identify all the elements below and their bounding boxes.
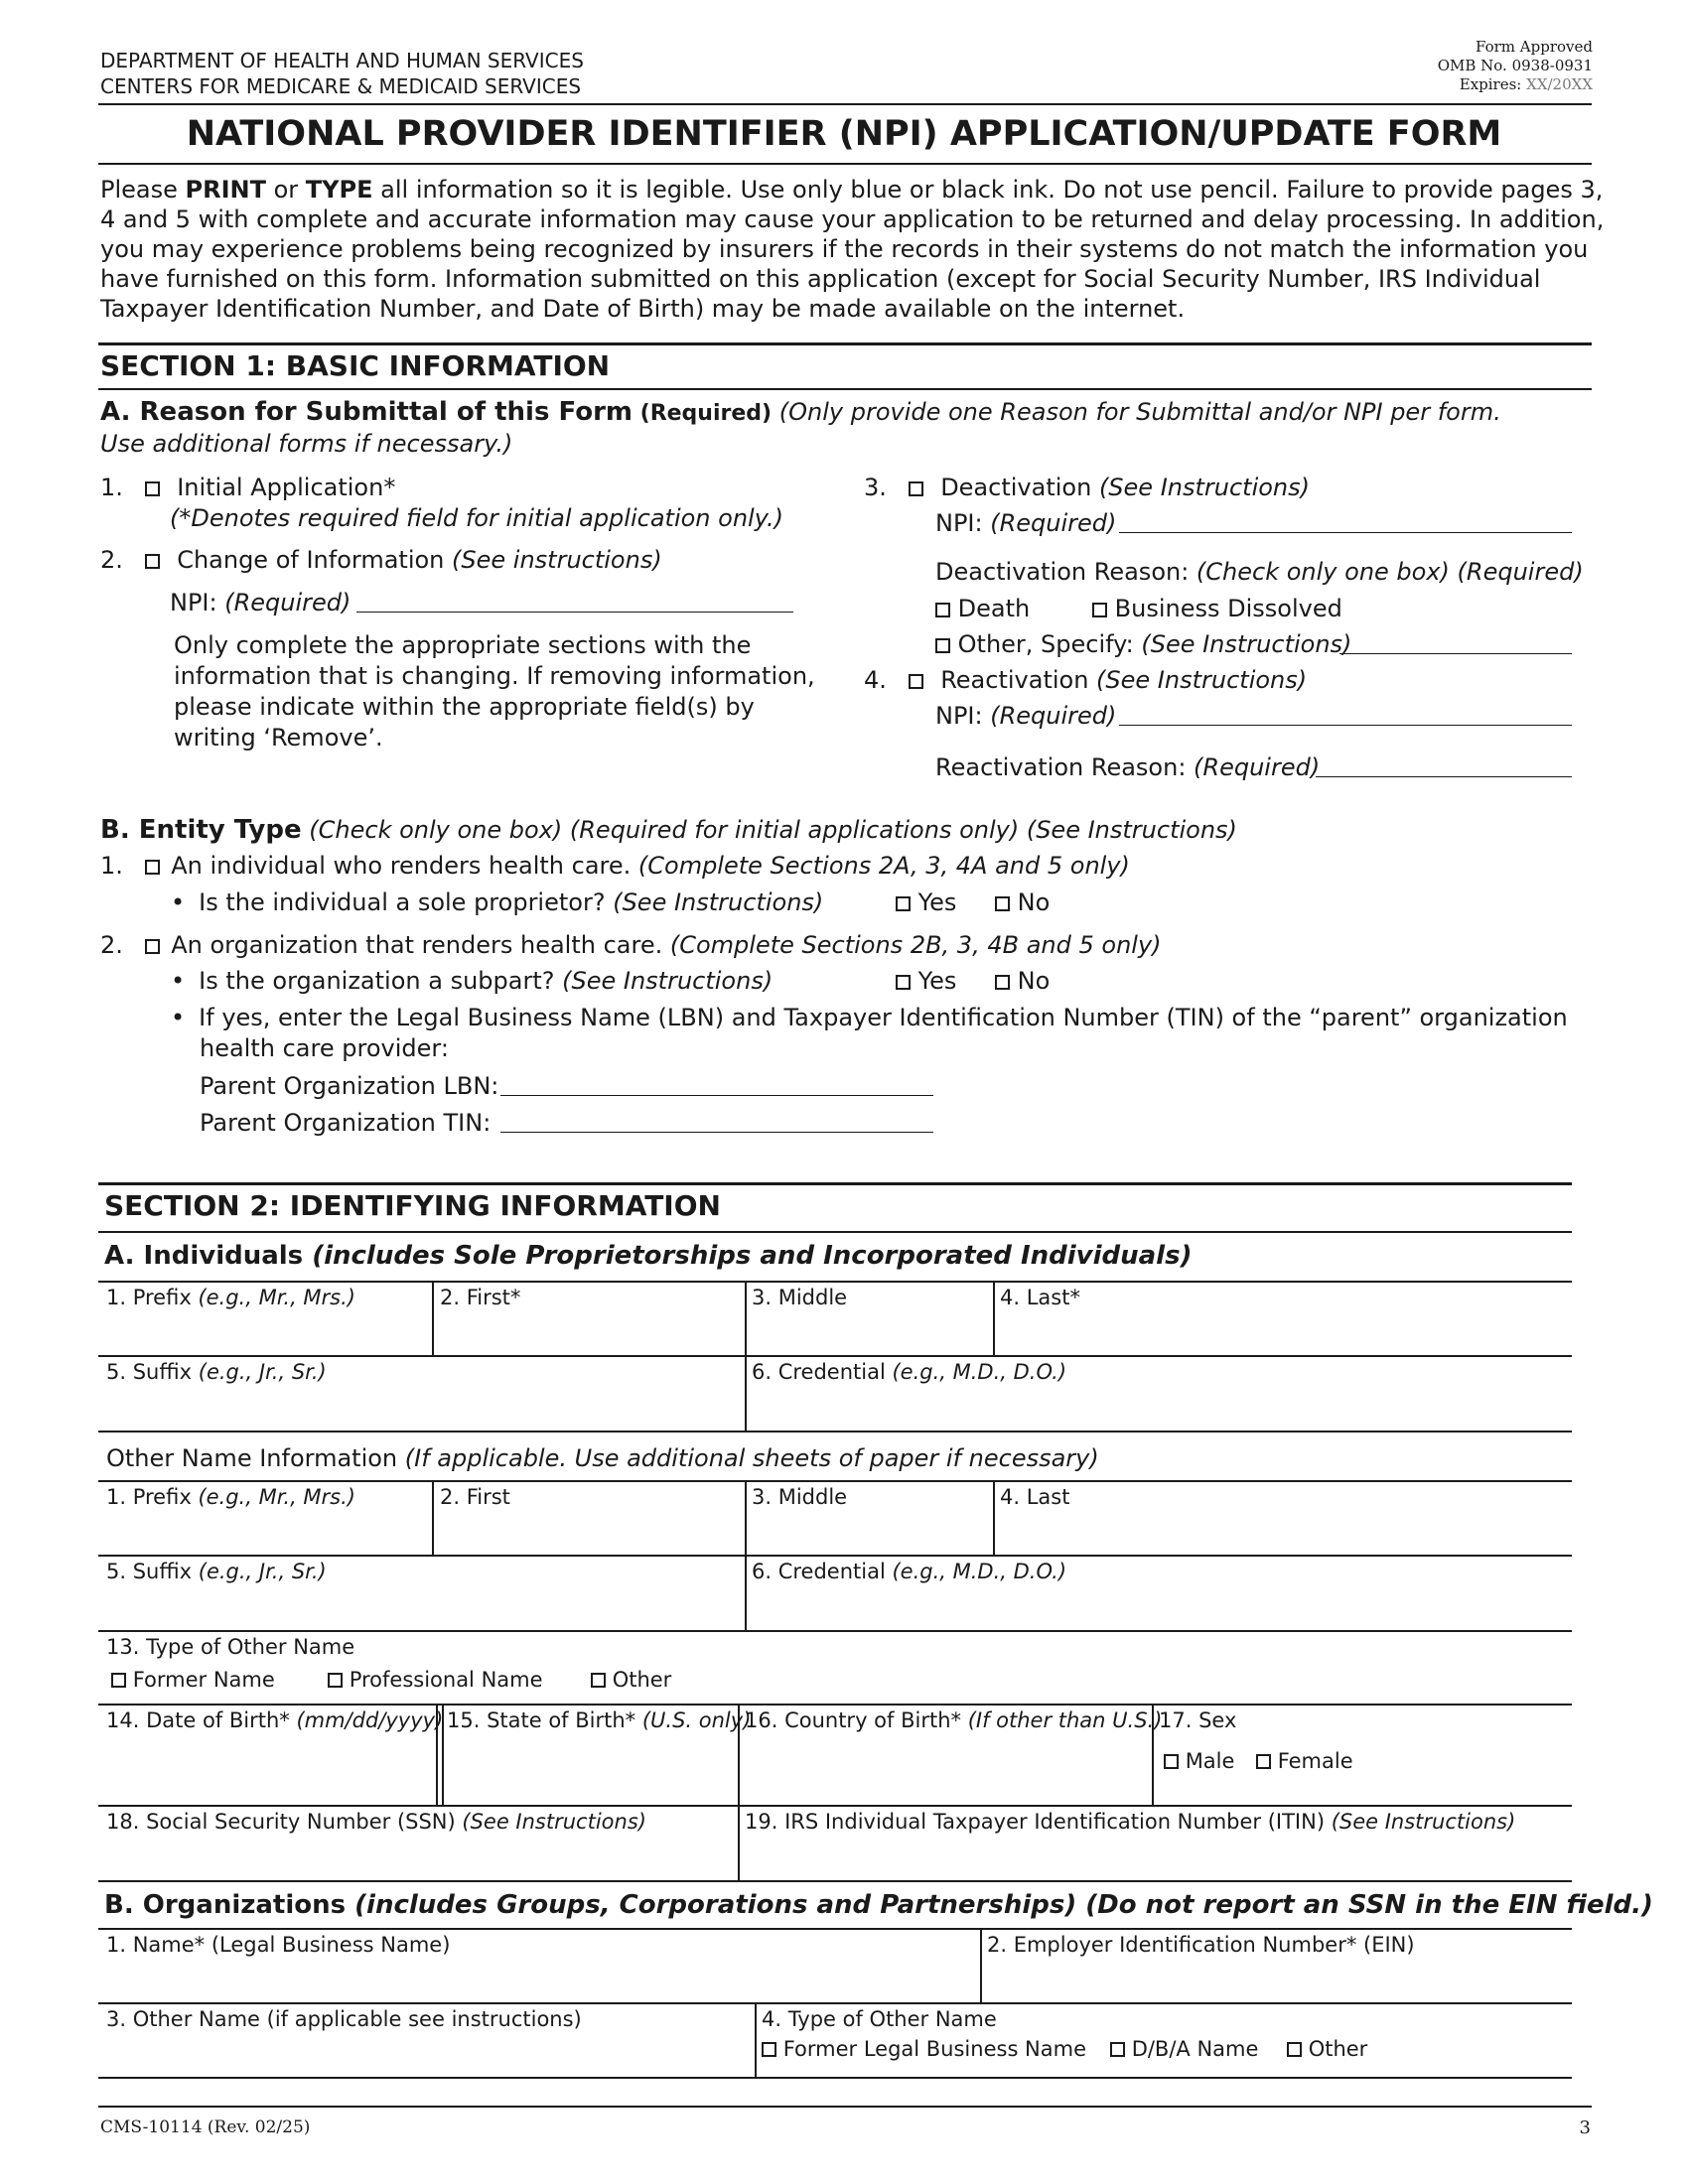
indiv-row1-bottom (98, 1355, 1572, 1357)
dob-field[interactable]: 14. Date of Birth* (mm/dd/yyyy) (106, 1708, 444, 1732)
sole-proprietor-no: No (995, 887, 1050, 917)
change-npi-input[interactable] (356, 612, 793, 613)
indiv-last-field[interactable]: 4. Last* (1000, 1286, 1080, 1309)
subpart-question: • Is the organization a subpart? (See Instructions) (171, 967, 774, 995)
former-name-checkbox[interactable] (111, 1673, 126, 1688)
org-row1-bottom (98, 2002, 1572, 2004)
org-row2-div (755, 2002, 757, 2077)
reactivation-npi-input[interactable] (1119, 725, 1572, 726)
indiv-suffix-field[interactable]: 5. Suffix (e.g., Jr., Sr.) (106, 1360, 327, 1384)
deactivation-dissolved-option: Business Dissolved (1092, 594, 1342, 623)
other-credential-field[interactable]: 6. Credential (e.g., M.D., D.O.) (752, 1560, 1067, 1583)
other-row1-div2 (745, 1480, 747, 1555)
header-rule (98, 103, 1592, 105)
reactivation-reason-label: Reactivation Reason: (Required) (935, 753, 1321, 781)
dba-checkbox[interactable] (1110, 2042, 1125, 2057)
other-row1-top (98, 1480, 1572, 1482)
org-row2-bottom (98, 2077, 1572, 2079)
sole-proprietor-yes: Yes (896, 887, 956, 917)
other-row2-bottom (98, 1630, 1572, 1632)
indiv-row1-div3 (993, 1281, 995, 1355)
reason-change-row: 2. Change of Information (See instructions) (100, 546, 662, 574)
other-middle-field[interactable]: 3. Middle (752, 1485, 848, 1509)
reason-reactivation-row: 4. Reactivation (See Instructions) (864, 666, 1308, 694)
birth-row-top (98, 1704, 1572, 1706)
initial-application-note: (*Denotes required field for initial application only.) (170, 504, 784, 532)
sole-proprietor-yes-checkbox[interactable] (896, 896, 911, 911)
reason-note: Use additional forms if necessary.) (100, 430, 513, 458)
sole-proprietor-question: • Is the individual a sole proprietor? (See Instructions) (171, 888, 824, 916)
initial-application-checkbox[interactable] (145, 481, 160, 496)
reactivation-reason-input[interactable] (1316, 776, 1572, 777)
entity-type-heading: B. Entity Type (Check only one box) (Required for initial applications only) (See Instructions) (100, 815, 1237, 845)
title-rule (98, 163, 1592, 165)
ssn-div (738, 1805, 740, 1880)
deactivation-other-checkbox[interactable] (935, 638, 950, 653)
deactivation-checkbox[interactable] (909, 481, 923, 496)
omb-number: OMB No. 0938-0931 (1437, 57, 1593, 74)
agency-name: CENTERS FOR MEDICARE & MEDICAID SERVICES (100, 74, 582, 98)
deactivation-death-option: Death (935, 594, 1030, 623)
professional-name-checkbox[interactable] (328, 1673, 343, 1688)
organizations-heading: B. Organizations (includes Groups, Corporations and Partnerships) (Do not report an SSN in the EIN field.) (104, 1890, 1653, 1920)
entity-organization-row: 2. An organization that renders health care. (Complete Sections 2B, 3, 4B and 5 only) (100, 931, 1162, 959)
section2-title: SECTION 2: IDENTIFYING INFORMATION (104, 1189, 721, 1222)
individual-entity-checkbox[interactable] (145, 860, 160, 875)
subpart-no: No (995, 966, 1050, 996)
male-checkbox[interactable] (1164, 1754, 1179, 1769)
sex-male-option: Male (1164, 1748, 1234, 1774)
section1-bottom-rule (98, 388, 1592, 390)
professional-name-option: Professional Name (328, 1667, 543, 1693)
female-checkbox[interactable] (1256, 1754, 1271, 1769)
reason-heading: A. Reason for Submittal of this Form (Required) (Only provide one Reason for Submittal and/or NPI per form. (100, 397, 1501, 427)
footer-rule (98, 2106, 1592, 2108)
reason-deactivation-row: 3. Deactivation (See Instructions) (864, 474, 1311, 501)
parent-lbn-input[interactable] (500, 1095, 933, 1096)
birth-row-bottom (98, 1805, 1572, 1807)
parent-tin-input[interactable] (500, 1132, 933, 1133)
indiv-middle-field[interactable]: 3. Middle (752, 1286, 848, 1309)
reactivation-npi-label: NPI: (Required) (935, 702, 1117, 730)
reason-initial-row: 1. Initial Application* (100, 474, 396, 501)
change-npi-label: NPI: (Required) (170, 589, 352, 616)
indiv-row1-div2 (745, 1281, 747, 1355)
deactivation-npi-input[interactable] (1119, 532, 1572, 533)
expires: Expires: XX/20XX (1459, 75, 1593, 93)
parent-lbn-label: Parent Organization LBN: (200, 1072, 499, 1100)
section2-bottom-rule (98, 1231, 1572, 1233)
sex-female-option: Female (1256, 1748, 1353, 1774)
parent-instructions: • If yes, enter the Legal Business Name (LBN) and Taxpayer Identification Number (TIN) of the “parent” organization (171, 1004, 1568, 1031)
org-row1-top (98, 1928, 1572, 1930)
indiv-credential-field[interactable]: 6. Credential (e.g., M.D., D.O.) (752, 1360, 1067, 1384)
former-lbn-checkbox[interactable] (762, 2042, 776, 2057)
other-prefix-field[interactable]: 1. Prefix (e.g., Mr., Mrs.) (106, 1485, 355, 1509)
individuals-heading: A. Individuals (includes Sole Proprietorships and Incorporated Individuals) (104, 1241, 1193, 1271)
subpart-no-checkbox[interactable] (995, 975, 1010, 990)
section2-top-rule (98, 1182, 1572, 1185)
death-checkbox[interactable] (935, 603, 950, 617)
org-name-field[interactable]: 1. Name* (Legal Business Name) (106, 1933, 451, 1957)
former-lbn-option: Former Legal Business Name (762, 2036, 1086, 2062)
reactivation-checkbox[interactable] (909, 674, 923, 689)
other-name-type-option: Other (591, 1667, 671, 1693)
business-dissolved-checkbox[interactable] (1092, 603, 1107, 617)
deactivation-npi-label: NPI: (Required) (935, 509, 1117, 537)
other-last-field[interactable]: 4. Last (1000, 1485, 1070, 1509)
parent-tin-label: Parent Organization TIN: (200, 1109, 492, 1137)
ssn-row-bottom (98, 1880, 1572, 1882)
indiv-first-field[interactable]: 2. First* (440, 1286, 521, 1309)
form-approved: Form Approved (1476, 38, 1593, 56)
change-instructions: Only complete the appropriate sections with the information that is changing. If removing information, please indicate within the appropriate field(s) by writing ‘Remove’. (174, 631, 815, 751)
other-row1-div3 (993, 1480, 995, 1555)
org-other-type-checkbox[interactable] (1287, 2042, 1302, 2057)
type-other-name-label: 13. Type of Other Name (106, 1635, 355, 1659)
indiv-prefix-field[interactable]: 1. Prefix (e.g., Mr., Mrs.) (106, 1286, 355, 1309)
subpart-yes-checkbox[interactable] (896, 975, 911, 990)
indiv-row2-bottom (98, 1431, 1572, 1433)
section1-title: SECTION 1: BASIC INFORMATION (100, 349, 611, 382)
other-name-type-checkbox[interactable] (591, 1673, 606, 1688)
other-row1-div1 (432, 1480, 434, 1555)
other-suffix-field[interactable]: 5. Suffix (e.g., Jr., Sr.) (106, 1560, 327, 1583)
deactivation-other-option: Other, Specify: (See Instructions) (935, 629, 1351, 659)
deactivation-reason-label: Deactivation Reason: (Check only one box) (Required) (935, 558, 1584, 586)
other-row2-div (745, 1555, 747, 1630)
page-title: NATIONAL PROVIDER IDENTIFIER (NPI) APPLICATION/UPDATE FORM (186, 114, 1502, 154)
change-of-information-checkbox[interactable] (145, 554, 160, 569)
organization-entity-checkbox[interactable] (145, 939, 160, 954)
itin-field[interactable]: 19. IRS Individual Taxpayer Identification Number (ITIN) (See Instructions) (745, 1810, 1516, 1834)
entity-individual-row: 1. An individual who renders health care. (Complete Sections 2A, 3, 4A and 5 only) (100, 852, 1130, 880)
indiv-row2-div (745, 1355, 747, 1431)
page-number: 3 (1579, 2117, 1591, 2138)
org-other-name-field[interactable]: 3. Other Name (if applicable see instructions) (106, 2007, 582, 2031)
indiv-row1-top (98, 1281, 1572, 1283)
country-of-birth-field[interactable]: 16. Country of Birth* (If other than U.S.) (745, 1708, 1163, 1732)
state-of-birth-field[interactable]: 15. State of Birth* (U.S. only) (447, 1708, 752, 1732)
deactivation-other-input[interactable] (1339, 653, 1572, 654)
subpart-yes: Yes (896, 966, 956, 996)
form-number: CMS-10114 (Rev. 02/25) (100, 2117, 311, 2137)
dba-option: D/B/A Name (1110, 2036, 1258, 2062)
omb-block (1438, 38, 1593, 94)
sex-label: 17. Sex (1159, 1708, 1237, 1732)
sole-proprietor-no-checkbox[interactable] (995, 896, 1010, 911)
ssn-field[interactable]: 18. Social Security Number (SSN) (See Instructions) (106, 1810, 646, 1834)
former-name-option: Former Name (111, 1667, 275, 1693)
other-name-heading: Other Name Information (If applicable. Use additional sheets of paper if necessary) (106, 1444, 1099, 1472)
other-first-field[interactable]: 2. First (440, 1485, 510, 1509)
org-other-type-option: Other (1287, 2036, 1367, 2062)
org-type-other-label: 4. Type of Other Name (762, 2007, 997, 2031)
department-name: DEPARTMENT OF HEALTH AND HUMAN SERVICES (100, 49, 584, 72)
org-row1-div (980, 1928, 982, 2002)
section1-top-rule (98, 342, 1592, 345)
ein-field[interactable]: 2. Employer Identification Number* (EIN) (987, 1933, 1415, 1957)
intro-paragraph: Please PRINT or TYPE all information so it is legible. Use only blue or black ink. Do not use pencil. Failure to provide pages 3, 4 and 5 with complete and accurate information may cause your application to be returned and delay processing. In addition, you may experience problems being recognized by insurers if the records in their systems do not match the information you have furnished on this form. Information submitted on this application (except for Social Security Number, IRS Individual Taxpayer Identification Number, and Date of Birth) may be made available on the internet. (100, 176, 1605, 323)
indiv-row1-div1 (432, 1281, 434, 1355)
parent-instructions-cont: health care provider: (200, 1034, 449, 1062)
other-row1-bottom (98, 1555, 1572, 1557)
